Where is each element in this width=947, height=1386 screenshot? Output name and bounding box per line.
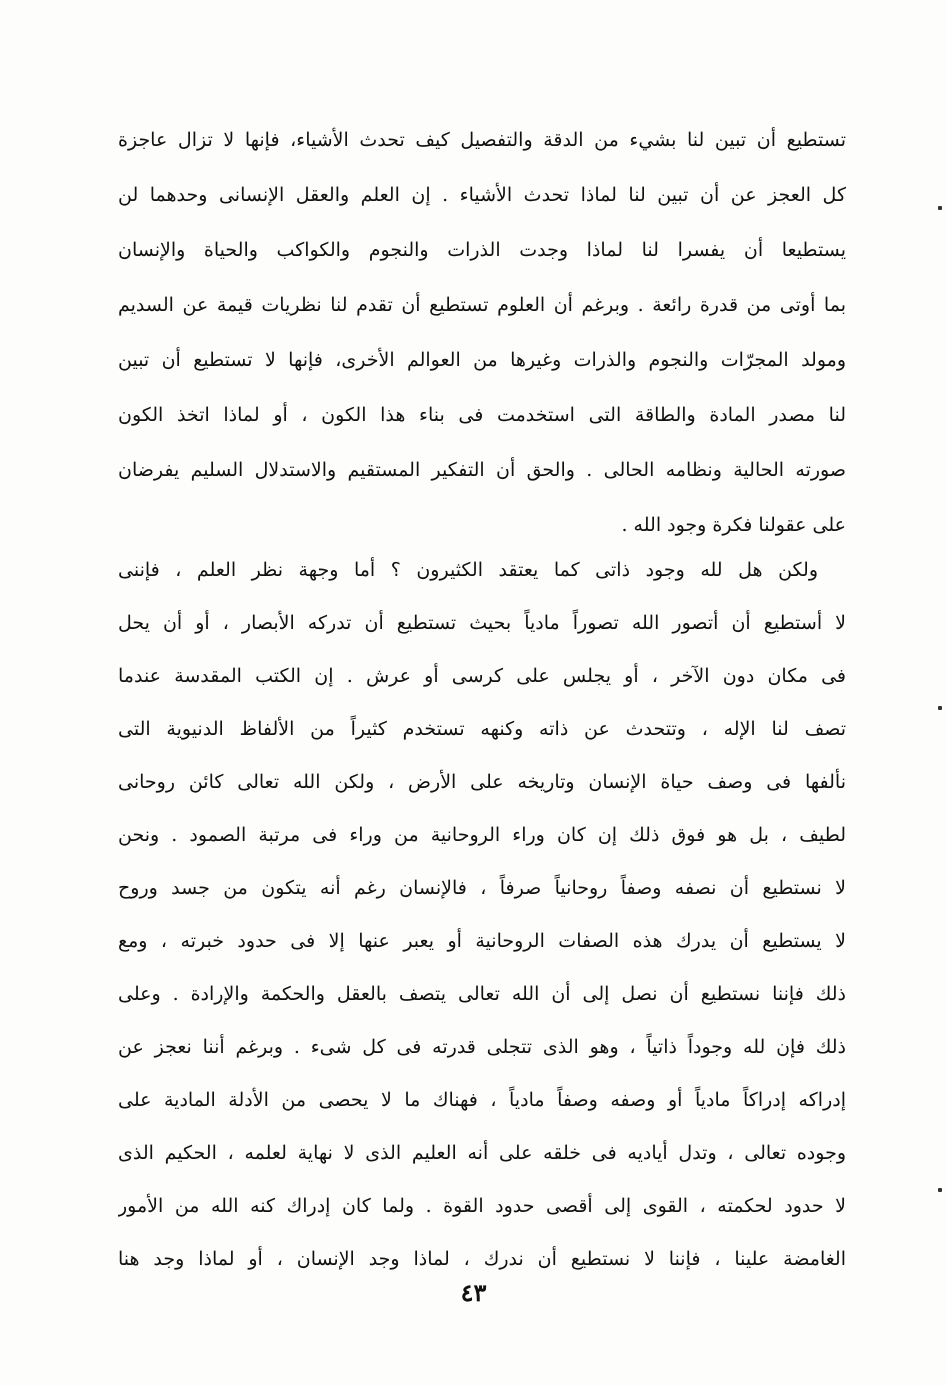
- text-line: إدراكه إدراكاً مادياً أو وصفه وصفاً مادياً ، فهناك ما لا يحصى من الأدلة المادية على: [118, 1089, 846, 1111]
- text-line: كل العجز عن أن تبين لنا لماذا تحدث الأشياء . إن العلم والعقل الإنسانى وحدهما لن: [118, 184, 846, 206]
- text-line: على عقولنا فكرة وجود الله .: [621, 514, 846, 536]
- text-line: يستطيعا أن يفسرا لنا لماذا وجدت الذرات والنجوم والكواكب والحياة والإنسان: [118, 239, 846, 261]
- scan-speck: [938, 706, 942, 710]
- text-line: بما أوتى من قدرة رائعة . وبرغم أن العلوم تستطيع أن تقدم لنا نظريات قيمة عن السديم: [118, 294, 846, 316]
- text-line: ولكن هل لله وجود ذاتى كما يعتقد الكثيرون ؟ أما وجهة نظر العلم ، فإننى: [118, 559, 818, 581]
- text-line: لا يستطيع أن يدرك هذه الصفات الروحانية أو يعبر عنها إلا فى حدود خبرته ، ومع: [118, 930, 846, 952]
- text-line: وجوده تعالى ، وتدل أياديه فى خلقه على أنه العليم الذى لا نهاية لعلمه ، الحكيم الذى: [118, 1142, 846, 1164]
- text-line: صورته الحالية ونظامه الحالى . والحق أن التفكير المستقيم والاستدلال السليم يفرضان: [118, 459, 846, 481]
- text-line: لا نستطيع أن نصفه وصفاً روحانياً صرفاً ، فالإنسان رغم أنه يتكون من جسد وروح: [118, 877, 846, 899]
- scan-speck: [938, 1188, 942, 1192]
- text-line: تستطيع أن تبين لنا بشيء من الدقة والتفصيل كيف تحدث الأشياء، فإنها لا تزال عاجزة: [118, 129, 846, 151]
- text-line: ذلك فإننا نستطيع أن نصل إلى أن الله تعالى يتصف بالعقل والحكمة والإرادة . وعلى: [118, 983, 846, 1005]
- scan-speck: [938, 206, 942, 210]
- text-line: لا حدود لحكمته ، القوى إلى أقصى حدود القوة . ولما كان إدراك كنه الله من الأمور: [118, 1195, 846, 1217]
- text-line: ومولد المجرّات والنجوم والذرات وغيرها من العوالم الأخرى، فإنها لا تستطيع أن تبين: [118, 349, 846, 371]
- text-line: ذلك فإن لله وجوداً ذاتياً ، وهو الذى تتجلى قدرته فى كل شىء . وبرغم أننا نعجز عن: [118, 1036, 846, 1058]
- page-number: ٤٣: [460, 1278, 487, 1307]
- text-line: تصف لنا الإله ، وتتحدث عن ذاته وكنهه تستخدم كثيراً من الألفاظ الدنيوية التى: [118, 718, 846, 740]
- text-line: لطيف ، بل هو فوق ذلك إن كان وراء الروحانية من وراء فى مرتبة الصمود . ونحن: [118, 824, 846, 846]
- text-line: لا أستطيع أن أتصور الله تصوراً مادياً بحيث تستطيع أن تدركه الأبصار ، أو أن يحل: [118, 612, 846, 634]
- text-line: الغامضة علينا ، فإننا لا نستطيع أن ندرك ، لماذا وجد الإنسان ، أو لماذا وجد هنا: [118, 1248, 846, 1270]
- text-line: نألفها فى وصف حياة الإنسان وتاريخه على الأرض ، ولكن الله تعالى كائن روحانى: [118, 771, 846, 793]
- text-line: لنا مصدر المادة والطاقة التى استخدمت فى بناء هذا الكون ، أو لماذا اتخذ الكون: [118, 404, 846, 426]
- text-line: فى مكان دون الآخر ، أو يجلس على كرسى أو عرش . إن الكتب المقدسة عندما: [118, 665, 846, 687]
